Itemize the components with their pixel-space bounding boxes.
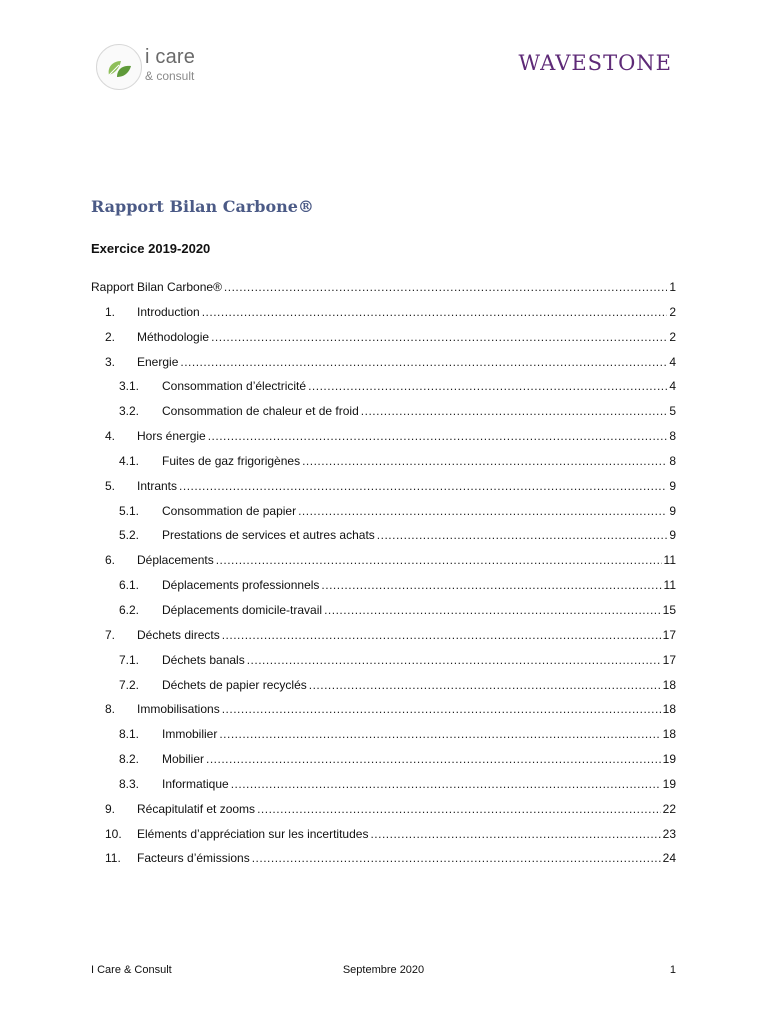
toc-entry-page: 8 bbox=[669, 453, 676, 468]
toc-entry-number: 8.1. bbox=[119, 727, 140, 742]
icare-consult-logo bbox=[96, 42, 216, 92]
toc-entry-number: 2. bbox=[105, 329, 116, 344]
toc-dot-leader bbox=[377, 524, 668, 546]
toc-entry-number: 8.3. bbox=[119, 776, 140, 791]
toc-entry-title: Intrants bbox=[137, 478, 178, 493]
toc-entry-title: Déchets directs bbox=[137, 627, 220, 642]
toc-entry[interactable] bbox=[91, 524, 676, 549]
footer-company: I Care & Consult bbox=[91, 964, 172, 976]
toc-entry-title: Mobilier bbox=[162, 752, 205, 767]
toc-entry-number: 3.1. bbox=[119, 379, 140, 394]
toc-entry-number: 6.2. bbox=[119, 602, 140, 617]
toc-dot-leader bbox=[321, 574, 661, 596]
toc-dot-leader bbox=[309, 674, 661, 696]
logo-consult-text: & consult bbox=[145, 69, 195, 83]
toc-entry-page: 2 bbox=[669, 329, 676, 344]
toc-entry-page: 24 bbox=[662, 851, 676, 866]
toc-dot-leader bbox=[224, 276, 667, 298]
toc-entry[interactable] bbox=[91, 475, 676, 500]
toc-entry[interactable] bbox=[91, 500, 676, 525]
toc-dot-leader bbox=[216, 549, 662, 571]
toc-entry-page: 11 bbox=[663, 578, 676, 593]
toc-entry-page: 4 bbox=[669, 354, 676, 369]
toc-entry-page: 1 bbox=[669, 280, 676, 294]
toc-entry-title: Fuites de gaz frigorigènes bbox=[162, 453, 301, 468]
toc-entry[interactable] bbox=[91, 847, 676, 872]
toc-entry-page: 2 bbox=[669, 304, 676, 319]
document-title: Rapport Bilan Carbone® bbox=[91, 197, 314, 216]
toc-entry-title: Déplacements professionnels bbox=[162, 578, 320, 593]
logo-icare-text: i care bbox=[145, 46, 196, 68]
toc-entry[interactable] bbox=[91, 773, 676, 798]
toc-entry-title: Récapitulatif et zooms bbox=[137, 801, 256, 816]
toc-dot-leader bbox=[361, 400, 668, 422]
toc-entry[interactable] bbox=[91, 624, 676, 649]
document-subtitle: Exercice 2019-2020 bbox=[91, 241, 211, 256]
toc-entry-number: 6.1. bbox=[119, 578, 140, 593]
toc-dot-leader bbox=[231, 773, 661, 795]
toc-entry[interactable] bbox=[91, 599, 676, 624]
toc-entry-page: 18 bbox=[662, 702, 676, 717]
toc-entry-title: Hors énergie bbox=[137, 429, 206, 444]
toc-entry-number: 6. bbox=[105, 553, 116, 568]
toc-entry-page: 9 bbox=[669, 528, 676, 543]
toc-entry[interactable] bbox=[91, 549, 676, 574]
toc-entry-number: 8.2. bbox=[119, 752, 140, 767]
toc-entry[interactable] bbox=[91, 674, 676, 699]
toc-entry-page: 18 bbox=[662, 727, 676, 742]
toc-entry[interactable] bbox=[91, 301, 676, 326]
leaf-icon bbox=[105, 55, 133, 79]
toc-dot-leader bbox=[219, 723, 660, 745]
toc-entry-number: 7.2. bbox=[119, 677, 140, 692]
toc-entry-page: 11 bbox=[663, 553, 676, 568]
toc-dot-leader bbox=[247, 649, 661, 671]
toc-entry-page: 9 bbox=[669, 503, 676, 518]
footer-page-number: 1 bbox=[669, 964, 676, 976]
toc-entry-page: 9 bbox=[669, 478, 676, 493]
toc-entry[interactable] bbox=[91, 351, 676, 376]
toc-entry-title: Energie bbox=[137, 354, 179, 369]
leaf-badge bbox=[96, 44, 142, 90]
toc-entry-title: Introduction bbox=[137, 304, 200, 319]
toc-entry-number: 10. bbox=[105, 826, 122, 841]
toc-entry[interactable] bbox=[91, 276, 676, 301]
toc-entry-title: Déchets banals bbox=[162, 652, 245, 667]
toc-entry-title: Consommation d’électricité bbox=[162, 379, 307, 394]
toc-entry-page: 23 bbox=[662, 826, 676, 841]
toc-dot-leader bbox=[252, 847, 661, 869]
toc-dot-leader bbox=[302, 450, 667, 472]
toc-entry-title: Immobilisations bbox=[137, 702, 220, 717]
toc-entry-title: Immobilier bbox=[162, 727, 218, 742]
toc-entry-page: 17 bbox=[662, 627, 676, 642]
toc-entry[interactable] bbox=[91, 823, 676, 848]
toc-entry-number: 1. bbox=[105, 304, 116, 319]
toc-entry-title: Consommation de chaleur et de froid bbox=[162, 404, 359, 419]
toc-entry-number: 5. bbox=[105, 478, 116, 493]
toc-entry[interactable] bbox=[91, 649, 676, 674]
toc-entry-number: 11. bbox=[105, 851, 121, 866]
toc-entry-title: Déplacements domicile-travail bbox=[162, 602, 323, 617]
toc-entry-page: 19 bbox=[662, 776, 676, 791]
toc-entry-title: Eléments d’appréciation sur les incertitudes bbox=[137, 826, 369, 841]
toc-entry[interactable] bbox=[91, 450, 676, 475]
toc-entry-number: 3.2. bbox=[119, 404, 140, 419]
toc-entry[interactable] bbox=[91, 375, 676, 400]
table-of-contents bbox=[91, 276, 676, 872]
toc-entry-number: 5.2. bbox=[119, 528, 140, 543]
toc-entry-number: 8. bbox=[105, 702, 116, 717]
toc-entry-number: 4. bbox=[105, 429, 116, 444]
toc-entry-title: Déchets de papier recyclés bbox=[162, 677, 307, 692]
toc-dot-leader bbox=[180, 351, 667, 373]
toc-dot-leader bbox=[222, 698, 661, 720]
toc-entry[interactable] bbox=[91, 400, 676, 425]
toc-entry-title: Facteurs d’émissions bbox=[137, 851, 250, 866]
toc-dot-leader bbox=[308, 375, 667, 397]
toc-dot-leader bbox=[208, 425, 668, 447]
toc-entry-page: 22 bbox=[662, 801, 676, 816]
toc-entry[interactable] bbox=[91, 574, 676, 599]
toc-entry-page: 4 bbox=[669, 379, 676, 394]
toc-entry-title: Prestations de services et autres achats bbox=[162, 528, 375, 543]
toc-entry-title: Consommation de papier bbox=[162, 503, 297, 518]
toc-entry[interactable] bbox=[91, 698, 676, 723]
toc-entry-number: 9. bbox=[105, 801, 116, 816]
toc-dot-leader bbox=[202, 301, 668, 323]
toc-dot-leader bbox=[206, 748, 661, 770]
toc-entry-number: 7.1. bbox=[119, 652, 140, 667]
toc-entry-title: Rapport Bilan Carbone® bbox=[91, 280, 222, 294]
toc-entry-page: 5 bbox=[669, 404, 676, 419]
toc-dot-leader bbox=[298, 500, 667, 522]
toc-dot-leader bbox=[211, 326, 667, 348]
toc-dot-leader bbox=[370, 823, 660, 845]
toc-dot-leader bbox=[257, 798, 661, 820]
footer-date: Septembre 2020 bbox=[342, 964, 425, 976]
toc-entry-page: 18 bbox=[662, 677, 676, 692]
toc-entry[interactable] bbox=[91, 723, 676, 748]
toc-entry[interactable] bbox=[91, 748, 676, 773]
toc-entry-number: 4.1. bbox=[119, 453, 140, 468]
toc-entry-page: 8 bbox=[669, 429, 676, 444]
wavestone-logo: WAVESTONE bbox=[518, 51, 672, 75]
toc-entry-page: 15 bbox=[662, 602, 676, 617]
page-footer bbox=[91, 964, 676, 980]
toc-entry-title: Informatique bbox=[162, 776, 229, 791]
toc-entry-page: 19 bbox=[662, 752, 676, 767]
toc-dot-leader bbox=[324, 599, 661, 621]
toc-entry-number: 3. bbox=[105, 354, 116, 369]
toc-entry[interactable] bbox=[91, 326, 676, 351]
toc-entry[interactable] bbox=[91, 425, 676, 450]
toc-entry-page: 17 bbox=[662, 652, 676, 667]
toc-entry-number: 7. bbox=[105, 627, 116, 642]
toc-entry-title: Méthodologie bbox=[137, 329, 210, 344]
toc-entry-title: Déplacements bbox=[137, 553, 214, 568]
toc-entry-number: 5.1. bbox=[119, 503, 140, 518]
toc-dot-leader bbox=[179, 475, 667, 497]
toc-dot-leader bbox=[222, 624, 661, 646]
toc-entry[interactable] bbox=[91, 798, 676, 823]
